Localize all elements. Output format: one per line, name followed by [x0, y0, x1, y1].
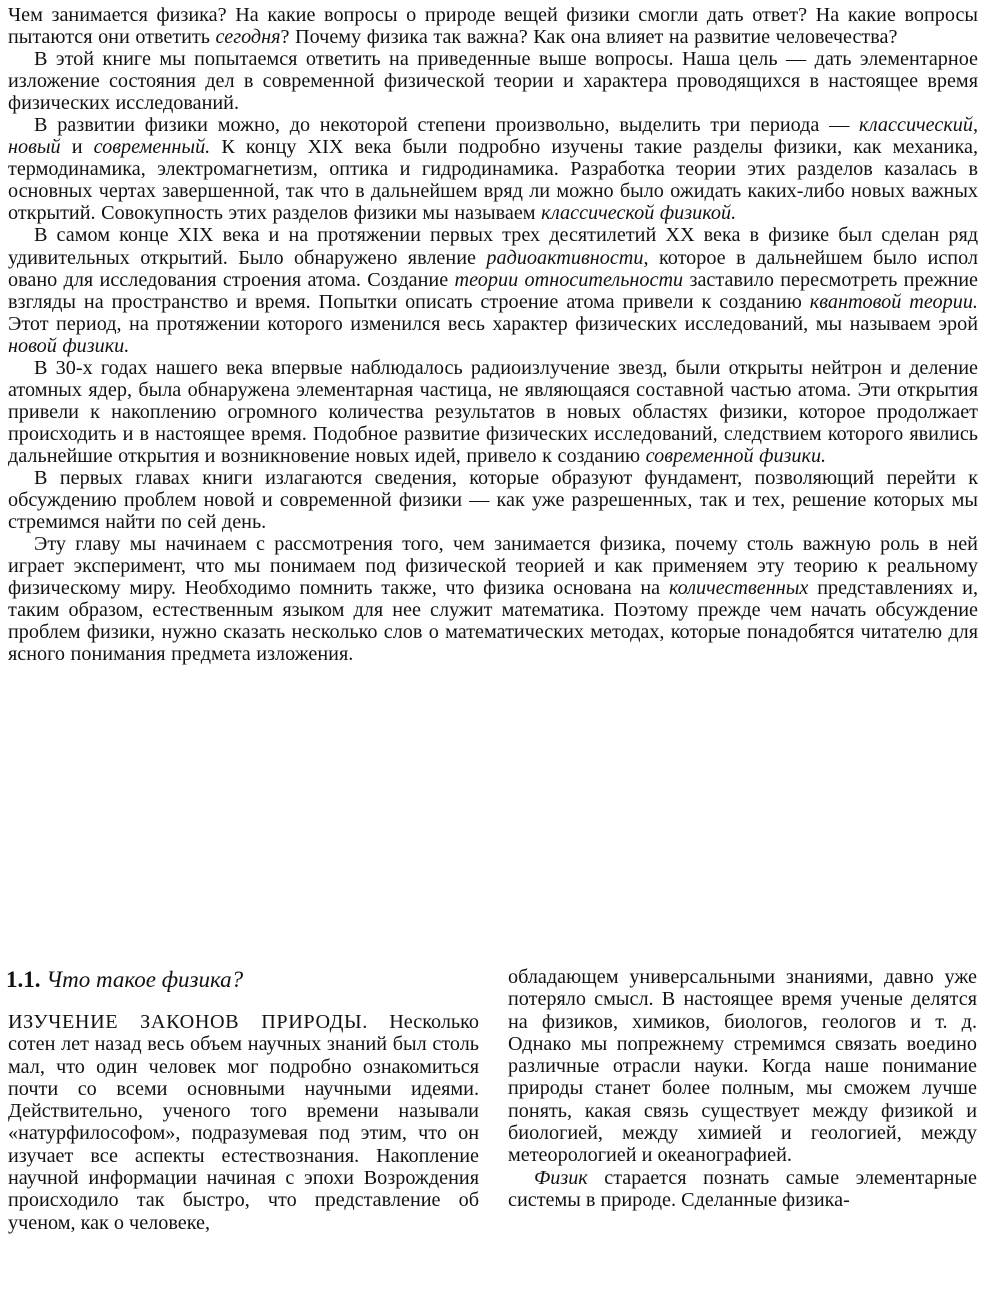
section-heading	[6, 965, 476, 995]
column-paragraph	[8, 1011, 479, 1234]
text-segment: В развитии физики можно, до некоторой степени произвольно, выделить три периода —	[34, 114, 860, 137]
text-segment: старается познать самые элементарные системы в природе. Сделанные физика-	[508, 1166, 977, 1211]
italic-text: радиоактивности	[486, 246, 644, 269]
text-segment: В самом конце XIX века и на протяжении первых трех десятилетий XX века в физике был сделан ряд удивительных открытий. Было обнаружено явление	[8, 224, 978, 269]
paragraph-text: Несколько сотен лет назад весь объем научных знаний был столь мал, что один человек мог подробно ознакомиться почти со всеми основными научными идеями. Действительно, ученого того времени называли «натурфилософом», подразумевая под этим, что он изучает все аспекты естествознания. Накопление научной информации начиная с эпохи Возрождения происходило так быстро, что представление об ученом, как о человеке,	[8, 1011, 479, 1234]
column-paragraph	[508, 1167, 977, 1212]
italic-text: теории относительности	[454, 268, 684, 291]
italic-text: современной физики.	[645, 444, 827, 467]
text-segment: ? Почему физика так важна? Как она влияет на развитие человечества?	[280, 26, 898, 49]
right-column	[508, 966, 977, 1211]
italic-text: классической физикой.	[541, 202, 737, 225]
intro-paragraph	[8, 48, 978, 114]
intro-paragraph	[8, 4, 978, 48]
text-segment: , которое в дальнейшем было испол овано для исследования строения атома. Создание	[8, 246, 978, 291]
italic-text: новой физики.	[8, 334, 130, 357]
chapter-introduction	[8, 4, 978, 665]
text-segment: В первых главах книги излагаются сведения, которые образуют фундамент, позволяющий перейти к обсуждению проблем новой и современной физики — как уже разрешенных, так и тех, решение которых мы стремимся найти по сей день.	[8, 466, 978, 534]
italic-text: Физик	[534, 1166, 588, 1189]
run-in-heading: ИЗУЧЕНИЕ ЗАКОНОВ ПРИРОДЫ.	[8, 1011, 368, 1033]
intro-paragraph	[8, 533, 978, 665]
left-column	[8, 1011, 479, 1234]
intro-paragraph	[8, 357, 978, 467]
text-segment: и	[60, 136, 94, 159]
text-segment: В этой книге мы попытаемся ответить на приведенные выше вопросы. Наша цель — дать элементарное изложение состояния дел в современной физической теории и характера проводящихся в настоящее время физических исследований.	[8, 48, 978, 115]
italic-text: квантовой теории.	[809, 290, 978, 313]
italic-text: количественных	[668, 577, 809, 600]
text-segment: Чем занимается физика? На какие вопросы о природе вещей физики смогли дать ответ? На какие вопросы пытаются они ответить	[8, 4, 978, 49]
text-segment: обладающем универсальными знаниями, давно уже потеряло смысл. В настоящее время ученые делятся на физиков, химиков, биологов, геологов и т. д. Однако мы попрежнему стремимся связать воедино различные отрасли науки. Когда наше понимание природы станет более полным, мы сможем лучше понять, какая связь существует между физикой и биологией, между химией и геологией, между метеорологией и океанографией.	[508, 966, 977, 1167]
section-title: Что такое физика?	[46, 967, 244, 992]
text-segment: Эту главу мы начинаем с рассмотрения того, чем занимается физика, почему столь важную роль в ней играет эксперимент, что мы понимаем под физической теорией и как применяем эту теорию к реальному физическому миру. Необходимо помнить также, что физика основана на	[8, 533, 978, 600]
italic-text: классический, новый	[8, 114, 978, 159]
italic-text: сегодня	[215, 26, 281, 49]
intro-paragraph	[8, 114, 978, 224]
text-segment: В 30-х годах нашего века впервые наблюдалось радиоизлучение звезд, были открыты нейтрон и деление атомных ядер, была обнаружена элементарная частица, не являющаяся составной частью атома. Эти открытия привели к накоплению огромного количества результатов в новых областях физики, которое продолжает происходить и в настоящее время. Подобное развитие физических исследований, следствием которого явились дальнейшие открытия и возникновение новых идей, привело к созданию	[8, 356, 978, 467]
intro-paragraph	[8, 224, 978, 356]
column-paragraph	[508, 966, 977, 1167]
text-segment: К концу XIX века были подробно изучены такие разделы физики, как механика, термодинамика, электромагнетизм, оптика и гидродинамика. Разработка теории этих разделов казалась в основных чертах завершенной, так что в дальнейшем вряд ли можно было ожидать каких-либо новых важных открытий. Совокупность этих разделов физики мы называем	[8, 136, 978, 225]
italic-text: современный.	[93, 136, 211, 159]
section-number: 1.1.	[6, 967, 41, 992]
text-segment: Этот период, на протяжении которого изменился весь характер физических исследований, мы называем эрой	[8, 312, 978, 335]
text-segment: заставило пересмотреть прежние взгляды на пространство и время. Попытки описать строение атома привели к созданию	[8, 268, 979, 313]
text-segment: представлениях и, таким образом, естественным языком для нее служит математика. Поэтому прежде чем начать обсуждение проблем физики, нужно сказать несколько слов о математических методах, которые понадобятся читателю для ясного понимания предмета изложения.	[8, 577, 978, 666]
intro-paragraph	[8, 467, 978, 533]
